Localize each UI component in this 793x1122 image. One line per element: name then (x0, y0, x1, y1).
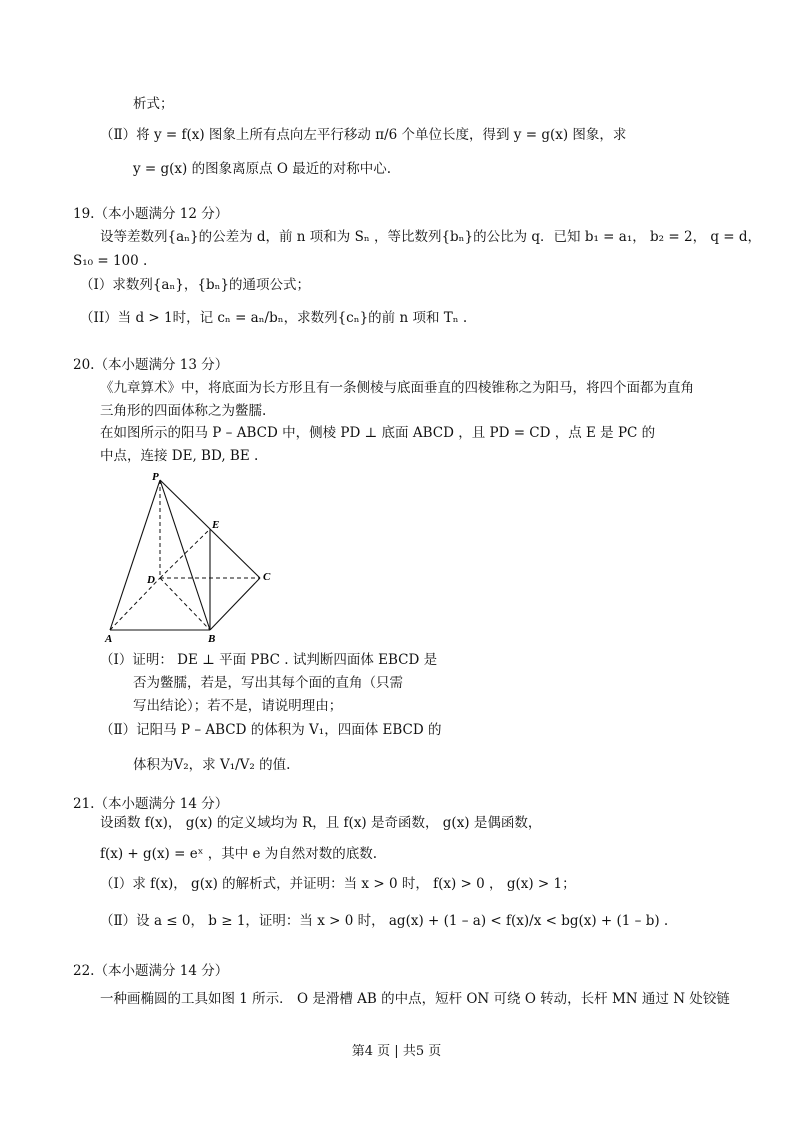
edge-DE (160, 529, 210, 578)
line-17: （Ⅱ）记阳马 P – ABCD 的体积为 V₁，四面体 EBCD 的 (100, 722, 442, 738)
page-footer: 第4 页 | 共5 页 (351, 1044, 442, 1059)
edge-DB (160, 578, 210, 630)
pyramid-figure (100, 470, 290, 650)
label-A: A (105, 633, 113, 645)
line-13: 中点，连接 DE, BD, BE . (100, 448, 259, 464)
edge-PA (110, 480, 160, 630)
line-22: （Ⅰ）求 f(x)， g(x) 的解析式，并证明：当 x > 0 时， f(x) > 0 ， g(x) > 1； (100, 876, 576, 892)
line-11: 三角形的四面体称之为鳖臑. (100, 403, 267, 419)
edge-BC (210, 578, 260, 630)
line-20: 设函数 f(x)， g(x) 的定义域均为 R，且 f(x) 是奇函数， g(x) 是偶函数， (100, 815, 542, 831)
label-C: C (263, 571, 271, 583)
line-2: （Ⅱ）将 y = f(x) 图象上所有点向左平行移动 π/6 个单位长度，得到 y = g(x) 图象，求 (100, 127, 627, 143)
problem-22-header: 22.（本小题满分 14 分） (73, 963, 229, 979)
line-18: 体积为V₂，求 V₁/V₂ 的值. (133, 757, 291, 773)
label-D: D (147, 574, 155, 586)
line-7: （I）求数列{aₙ}，{bₙ}的通项公式； (80, 277, 311, 293)
line-8: （II）当 d > 1时，记 cₙ = aₙ/bₙ，求数列{cₙ}的前 n 项和 Tₙ . (80, 310, 468, 326)
label-E: E (212, 519, 220, 531)
line-15: 否为鳖臑，若是，写出其每个面的直角（只需 (133, 675, 403, 691)
edge-PB (160, 480, 210, 630)
line-3: y = g(x) 的图象离原点 O 最近的对称中心. (133, 161, 392, 177)
label-P: P (152, 471, 159, 483)
problem-19-header: 19.（本小题满分 12 分） (73, 206, 229, 222)
line-1: 析式； (133, 96, 174, 112)
line-6: S₁₀ = 100 . (73, 253, 148, 269)
problem-20-header: 20.（本小题满分 13 分） (73, 357, 229, 373)
problem-21-header: 21.（本小题满分 14 分） (73, 796, 229, 812)
line-25: 一种画椭圆的工具如图 1 所示． O 是滑槽 AB 的中点，短杆 ON 可绕 O 转动，长杆 MN 通过 N 处铰链 (100, 991, 730, 1007)
line-5: 设等差数列{aₙ}的公差为 d，前 n 项和为 Sₙ ，等比数列{bₙ}的公比为 q．已知 b₁ = a₁， b₂ = 2， q = d， (100, 229, 762, 245)
line-10: 《九章算术》中，将底面为长方形且有一条侧棱与底面垂直的四棱锥称之为阳马，将四个面都为直角 (100, 380, 694, 396)
label-B: B (208, 633, 216, 645)
line-23: （Ⅱ）设 a ≤ 0， b ≥ 1，证明：当 x > 0 时， ag(x) + (1 – a) < f(x)/x < bg(x) + (1 – b) . (100, 913, 669, 929)
line-12: 在如图所示的阳马 P – ABCD 中，侧棱 PD ⊥ 底面 ABCD ，且 PD = CD ，点 E 是 PC 的 (100, 425, 656, 441)
line-16: 写出结论）；若不是，请说明理由； (133, 698, 343, 714)
line-21: f(x) + g(x) = eˣ ，其中 e 为自然对数的底数. (100, 846, 378, 862)
line-14: （Ⅰ）证明： DE ⊥ 平面 PBC . 试判断四面体 EBCD 是 (100, 652, 438, 668)
